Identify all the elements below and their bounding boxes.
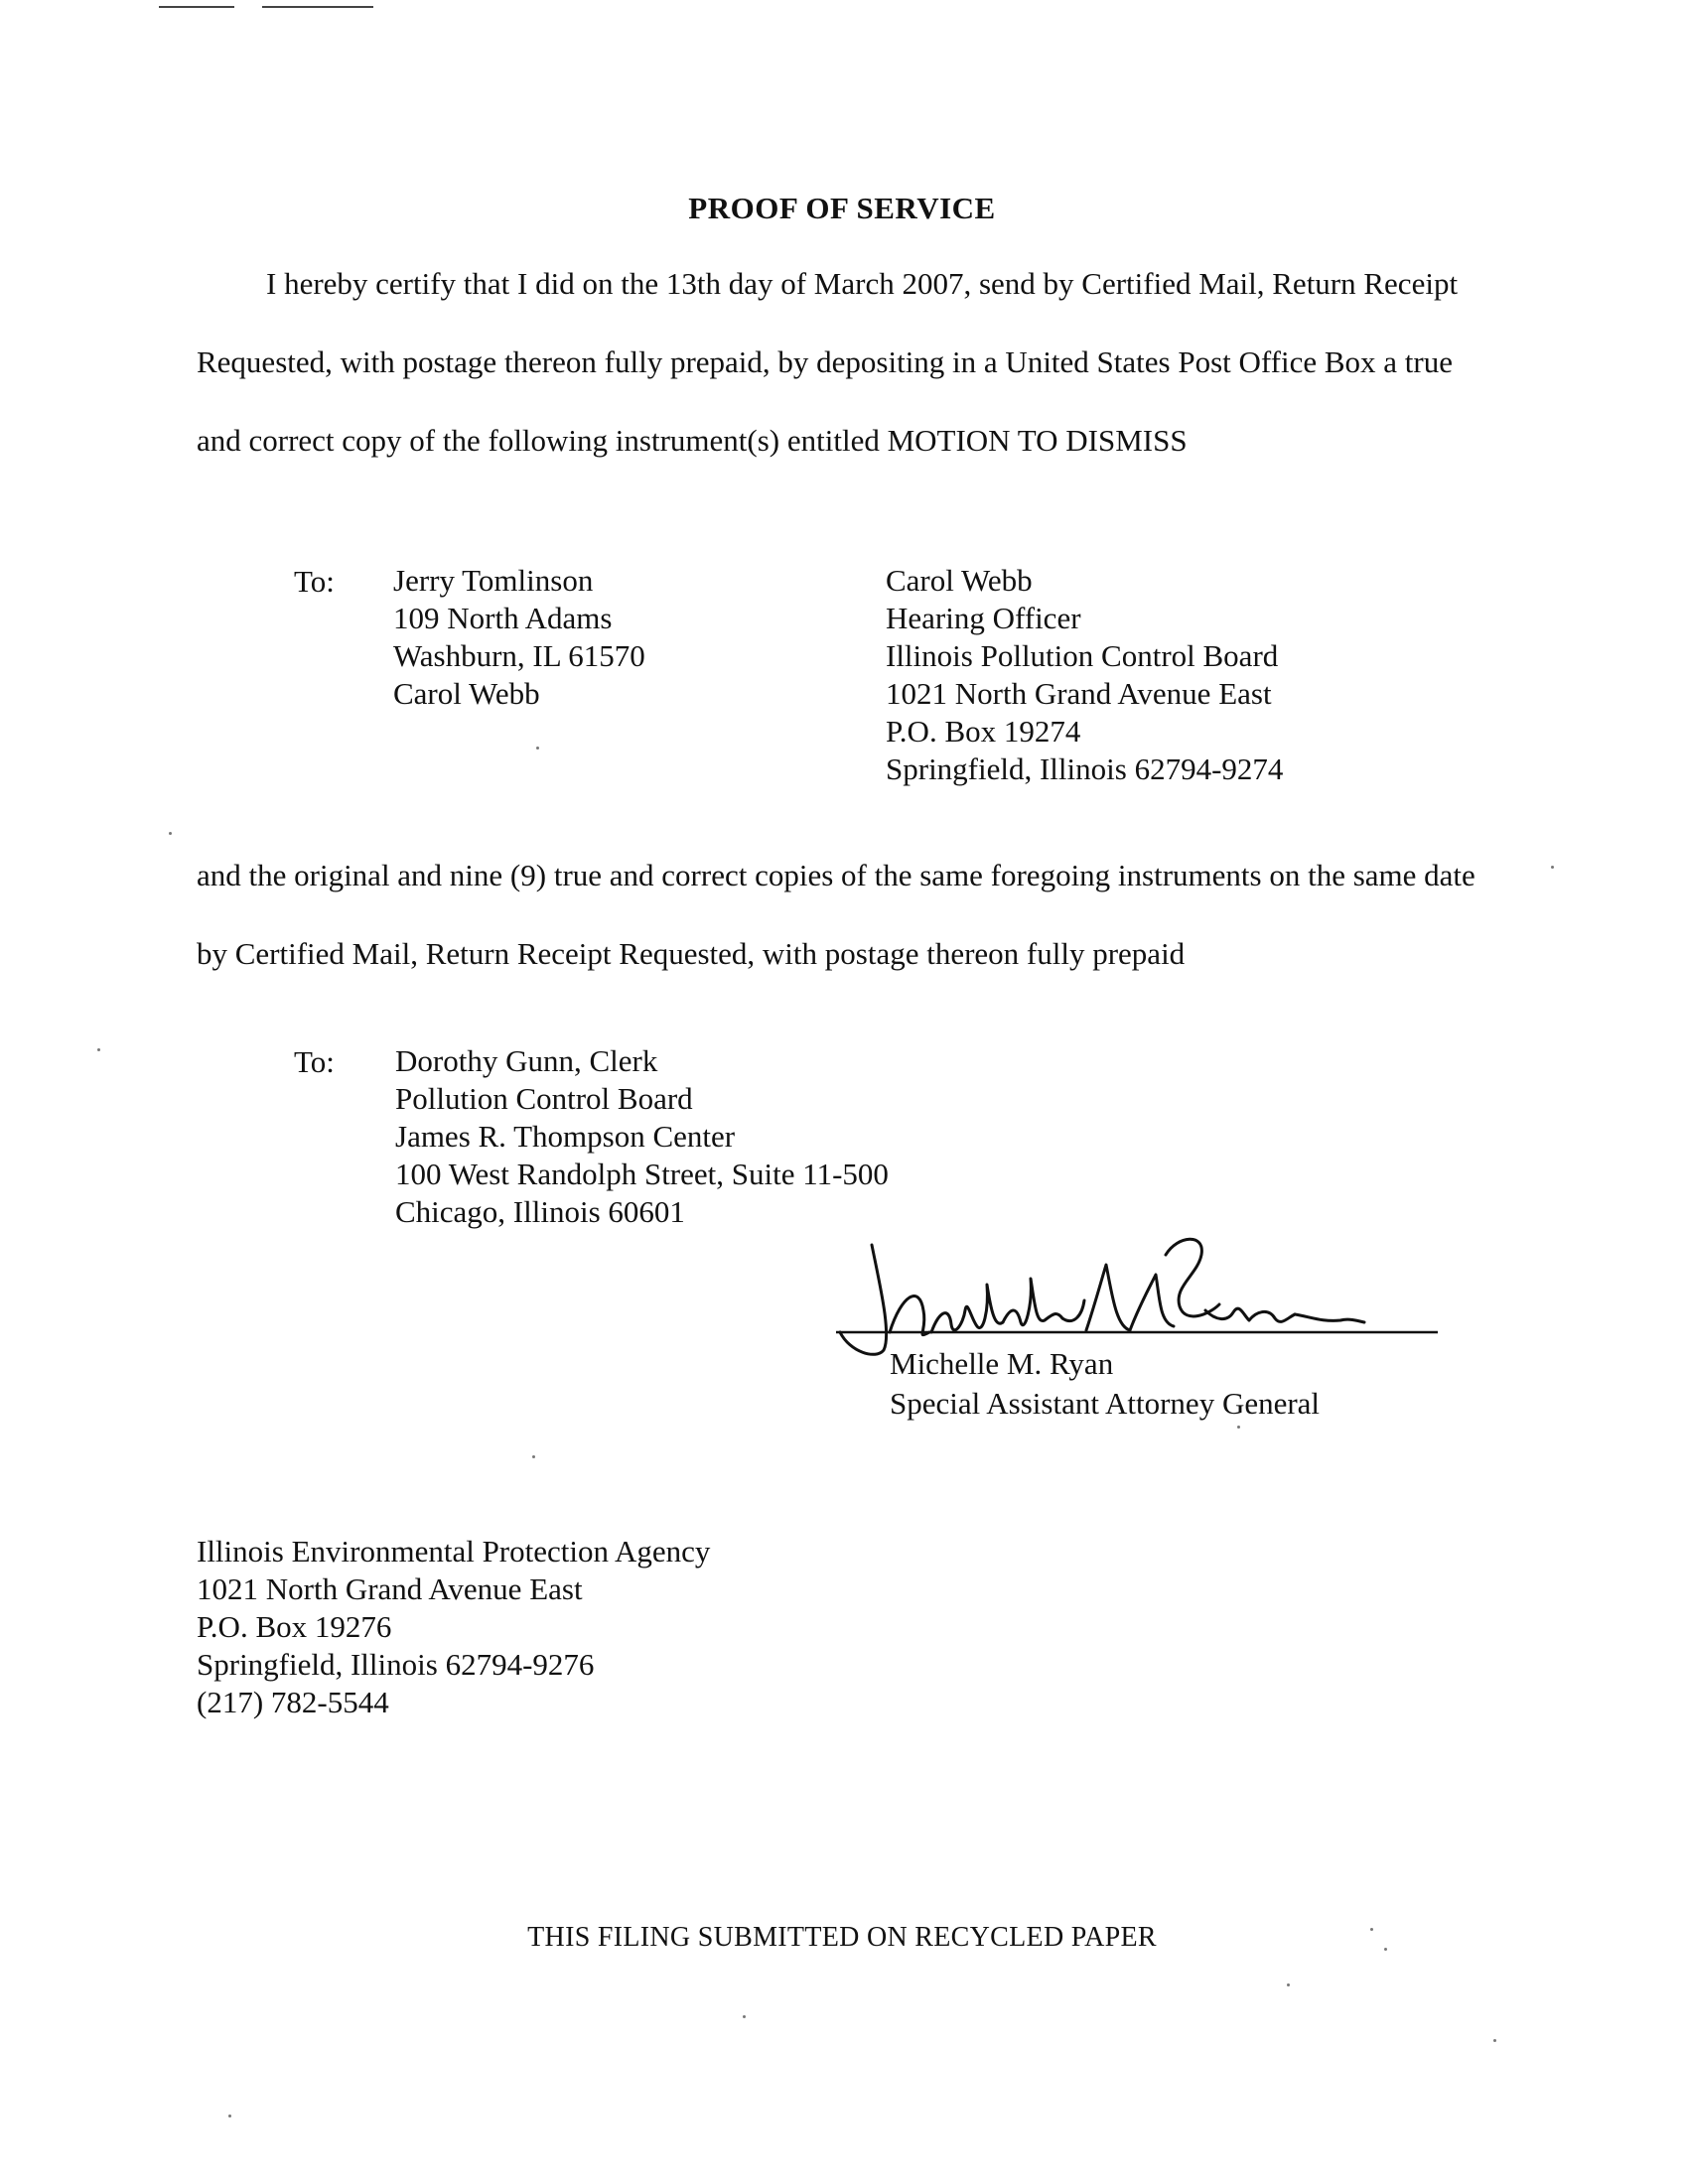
- agency-line: (217) 782-5544: [197, 1685, 389, 1719]
- footer-note: THIS FILING SUBMITTED ON RECYCLED PAPER: [527, 1922, 1157, 1953]
- scan-speck: [1551, 866, 1554, 869]
- address-line: 1021 North Grand Avenue East: [886, 676, 1272, 711]
- certification-text: I hereby certify that I did on the 13th day of March 2007, send by Certified Mail, Return Receipt Requested, with postage thereon fully prepaid, by depositing in a United States Post Office Box a true and correct copy of the following instrument(s) entitled MOTION TO DISMISS: [197, 266, 1459, 458]
- address-line: 100 West Randolph Street, Suite 11-500: [395, 1157, 889, 1191]
- to-label: To:: [294, 564, 335, 599]
- agency-line: Springfield, Illinois 62794-9276: [197, 1647, 595, 1682]
- scan-speck: [1370, 1928, 1373, 1931]
- signature-block: [890, 1344, 1320, 1424]
- address-line: Dorothy Gunn, Clerk: [395, 1043, 658, 1078]
- recipient-address-left: [393, 562, 645, 713]
- certification-paragraph: [197, 244, 1497, 479]
- agency-line: Illinois Environmental Protection Agency: [197, 1534, 711, 1569]
- address-line: Carol Webb: [393, 676, 540, 711]
- to-label: To:: [294, 1044, 335, 1079]
- address-line: Pollution Control Board: [395, 1081, 693, 1116]
- service-paragraph: [197, 836, 1497, 993]
- clerk-address: [395, 1042, 889, 1231]
- address-line: Hearing Officer: [886, 601, 1081, 635]
- service-text: and the original and nine (9) true and correct copies of the same foregoing instruments on the same date by Certified Mail, Return Receipt Requested, with postage thereon fully prepaid: [197, 858, 1475, 971]
- scan-speck: [532, 1455, 535, 1458]
- address-line: Washburn, IL 61570: [393, 638, 645, 673]
- scan-speck: [169, 832, 172, 835]
- address-line: Chicago, Illinois 60601: [395, 1194, 685, 1229]
- agency-line: P.O. Box 19276: [197, 1609, 392, 1644]
- address-line: Springfield, Illinois 62794-9274: [886, 751, 1284, 786]
- scan-speck: [1384, 1948, 1387, 1951]
- address-line: Jerry Tomlinson: [393, 563, 594, 598]
- scan-speck: [536, 747, 539, 750]
- recipient-address-right: [886, 562, 1283, 788]
- address-line: P.O. Box 19274: [886, 714, 1081, 749]
- scan-speck: [1287, 1983, 1290, 1986]
- scan-rule-mark: [262, 6, 373, 8]
- scan-rule-mark: [159, 6, 234, 8]
- address-line: Illinois Pollution Control Board: [886, 638, 1279, 673]
- scan-speck: [1493, 2039, 1496, 2042]
- agency-address: [197, 1533, 710, 1721]
- signer-name: Michelle M. Ryan: [890, 1346, 1114, 1381]
- signer-title: Special Assistant Attorney General: [890, 1386, 1321, 1421]
- document-title: PROOF OF SERVICE: [688, 191, 996, 225]
- address-line: Carol Webb: [886, 563, 1033, 598]
- scan-speck: [228, 2115, 231, 2117]
- agency-line: 1021 North Grand Avenue East: [197, 1571, 583, 1606]
- address-line: 109 North Adams: [393, 601, 613, 635]
- scan-speck: [1237, 1426, 1240, 1429]
- address-line: James R. Thompson Center: [395, 1119, 736, 1154]
- scan-speck: [97, 1048, 100, 1051]
- scan-speck: [743, 2015, 746, 2018]
- handwritten-signature: [832, 1215, 1448, 1364]
